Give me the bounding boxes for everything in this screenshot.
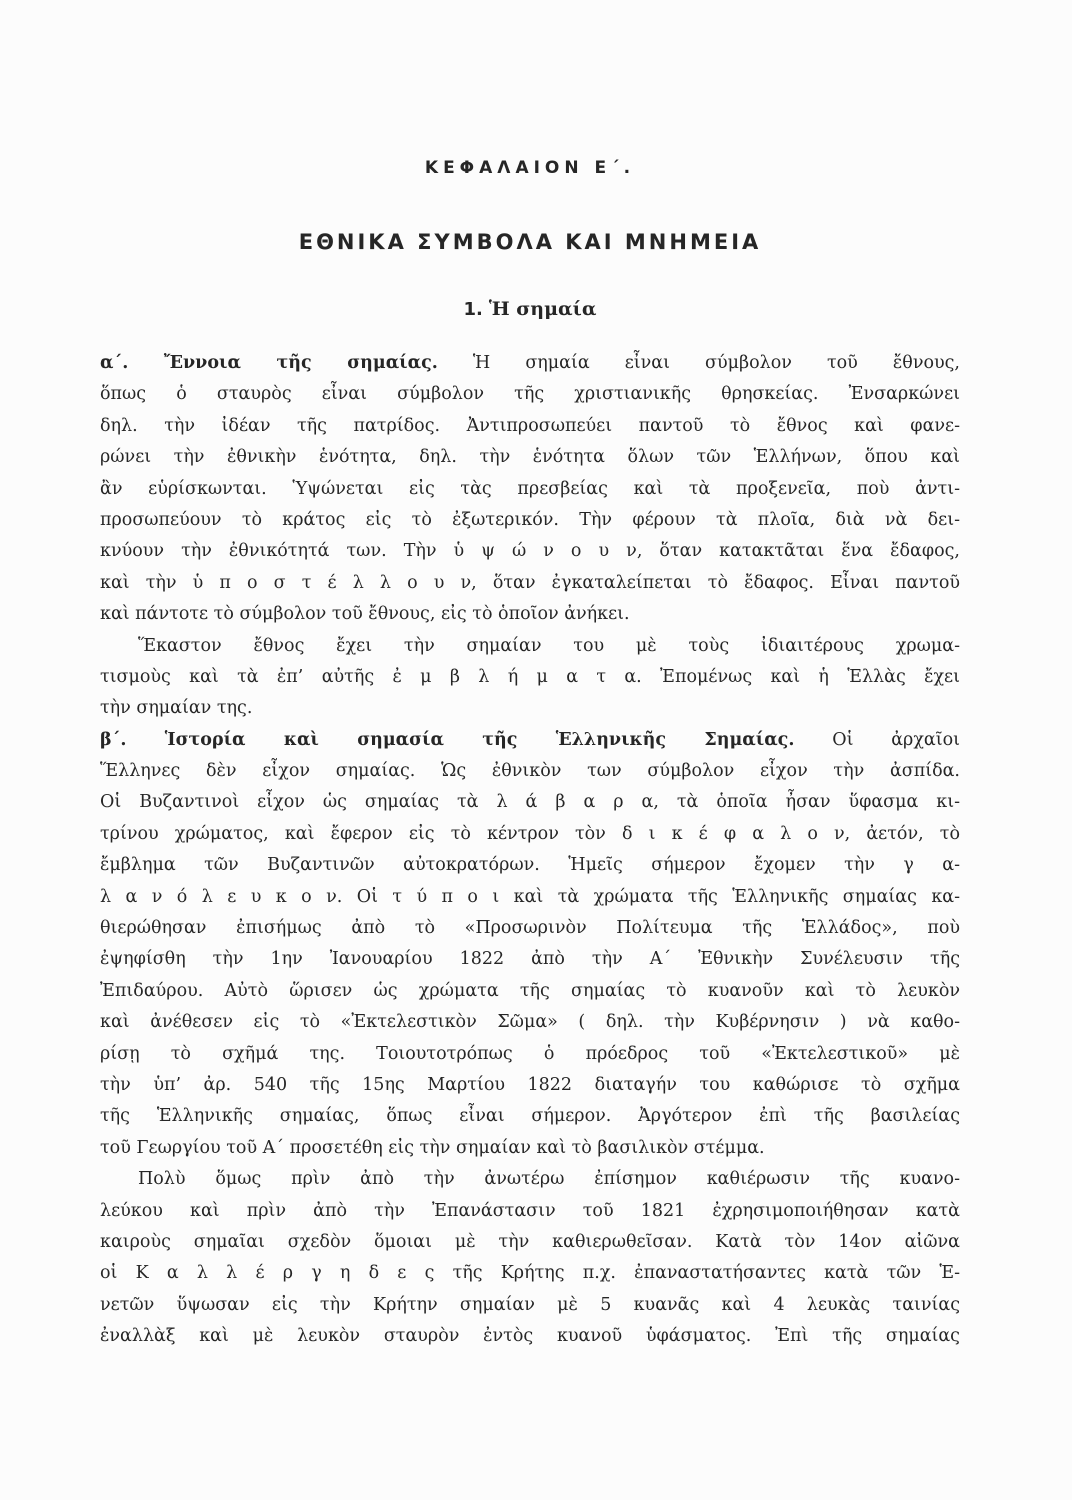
text-line: β΄. Ἱστορία καὶ σημασία τῆς Ἑλληνικῆς Σημαίας. Οἱ ἀρχαῖοι bbox=[100, 729, 960, 750]
subsection-heading bbox=[100, 298, 960, 320]
text-line: Πολὺ ὅμως πρὶν ἀπὸ τὴν ἀνωτέρω ἐπίσημον καθιέρωσιν τῆς κυανο- bbox=[138, 1169, 960, 1190]
book-page bbox=[100, 148, 960, 1438]
text-line: Οἱ Βυζαντινοὶ εἶχον ὡς σημαίας τὰ λ ά β α ρ α, τὰ ὁποῖα ἦσαν ὕφασμα κι- bbox=[100, 792, 960, 813]
text-line: ρώνει τὴν ἐθνικὴν ἑνότητα, δηλ. τὴν ἑνότητα ὅλων τῶν Ἑλλήνων, ὅπου καὶ bbox=[100, 447, 960, 468]
text-line: οἱ Κ α λ λ έ ρ γ η δ ε ς τῆς Κρήτης π.χ. ἐπαναστατήσαντες κατὰ τῶν Ἑ- bbox=[100, 1263, 960, 1284]
text-line: τοῦ Γεωργίου τοῦ Α΄ προσετέθη εἰς τὴν σημαίαν καὶ τὸ βασιλικὸν στέμμα. bbox=[100, 1137, 765, 1158]
text-line: ἔμβλημα τῶν Βυζαντινῶν αὐτοκρατόρων. Ἡμεῖς σήμερον ἔχομεν τὴν γ α- bbox=[100, 855, 960, 876]
text-line: τῆς Ἑλληνικῆς σημαίας, ὅπως εἶναι σήμερον. Ἀργότερον ἐπὶ τῆς βασιλείας bbox=[100, 1106, 960, 1127]
text-line: τὴν σημαίαν της. bbox=[100, 698, 253, 719]
text-line: κνύουν τὴν ἐθνικότητά των. Τὴν ὑ ψ ώ ν ο υ ν, ὅταν κατακτᾶται ἕνα ἔδαφος, bbox=[100, 541, 960, 562]
paragraph-heading-b: β΄. Ἱστορία καὶ σημασία τῆς Ἑλληνικῆς Σημαίας. bbox=[100, 729, 795, 750]
text-line: καὶ πάντοτε τὸ σύμβολον τοῦ ἔθνους, εἰς τὸ ὁποῖον ἀνήκει. bbox=[100, 604, 630, 625]
text-line: δηλ. τὴν ἰδέαν τῆς πατρίδος. Ἀντιπροσωπεύει παντοῦ τὸ ἔθνος καὶ φανε- bbox=[100, 415, 960, 436]
text-line: καιροὺς σημαῖαι σχεδὸν ὅμοιαι μὲ τὴν καθιερωθεῖσαν. Κατὰ τὸν 14ον αἰῶνα bbox=[100, 1231, 960, 1252]
text-line: καὶ τὴν ὑ π ο σ τ έ λ λ ο υ ν, ὅταν ἐγκαταλείπεται τὸ ἔδαφος. Εἶναι παντοῦ bbox=[100, 572, 960, 593]
body-text bbox=[100, 348, 960, 1353]
text-line: λ α ν ό λ ε υ κ ο ν. Οἱ τ ύ π ο ι καὶ τὰ χρώματα τῆς Ἑλληνικῆς σημαίας κα- bbox=[100, 886, 960, 907]
text-line: λεύκου καὶ πρὶν ἀπὸ τὴν Ἐπανάστασιν τοῦ 1821 ἐχρησιμοποιήθησαν κατὰ bbox=[100, 1200, 960, 1221]
text-line: ρίσῃ τὸ σχῆμά της. Τοιουτοτρόπως ὁ πρόεδρος τοῦ «Ἐκτελεστικοῦ» μὲ bbox=[100, 1043, 960, 1064]
paragraph-heading-a: α΄. Ἔννοια τῆς σημαίας. bbox=[100, 353, 438, 373]
subsection-number: 1. bbox=[463, 299, 483, 320]
text-line: θιερώθησαν ἐπισήμως ἀπὸ τὸ «Προσωρινὸν Πολίτευμα τῆς Ἑλλάδος», ποὺ bbox=[100, 918, 960, 939]
text-line: ἂν εὑρίσκωνται. Ὑψώνεται εἰς τὰς πρεσβείας καὶ τὰ προξενεῖα, ποὺ ἀντι- bbox=[100, 478, 960, 499]
text-line: ἐψηφίσθη τὴν 1ην Ἰανουαρίου 1822 ἀπὸ τὴν Α΄ Ἐθνικὴν Συνέλευσιν τῆς bbox=[100, 949, 960, 970]
subsection-title: Ἡ σημαία bbox=[488, 298, 597, 320]
text-line: Ἕκαστον ἔθνος ἔχει τὴν σημαίαν του μὲ τοὺς ἰδιαιτέρους χρωμα- bbox=[138, 635, 960, 656]
text-line: ἐναλλὰξ καὶ μὲ λευκὸν σταυρὸν ἐντὸς κυανοῦ ὑφάσματος. Ἐπὶ τῆς σημαίας bbox=[100, 1326, 960, 1347]
text-line: Ἐπιδαύρου. Αὐτὸ ὥρισεν ὡς χρώματα τῆς σημαίας τὸ κυανοῦν καὶ τὸ λευκὸν bbox=[100, 980, 960, 1001]
text-line: τισμοὺς καὶ τὰ ἐπ’ αὐτῆς ἐ μ β λ ή μ α τ α. Ἐπομένως καὶ ἡ Ἑλλὰς ἔχει bbox=[100, 666, 960, 687]
text-line: τὴν ὑπ’ ἀρ. 540 τῆς 15ης Μαρτίου 1822 διαταγήν του καθώρισε τὸ σχῆμα bbox=[100, 1074, 960, 1095]
text-line: νετῶν ὕψωσαν εἰς τὴν Κρήτην σημαίαν μὲ 5 κυανᾶς καὶ 4 λευκὰς ταινίας bbox=[100, 1294, 960, 1315]
text-line: α΄. Ἔννοια τῆς σημαίας. Ἡ σημαία εἶναι σύμβολον τοῦ ἔθνους, bbox=[100, 353, 960, 373]
chapter-title: ΚΕΦΑΛΑΙΟΝ Ε΄. bbox=[424, 158, 636, 178]
text-line: καὶ ἀνέθεσεν εἰς τὸ «Ἐκτελεστικὸν Σῶμα» ( δηλ. τὴν Κυβέρνησιν ) νὰ καθο- bbox=[100, 1012, 960, 1033]
text-line: προσωπεύουν τὸ κράτος εἰς τὸ ἐξωτερικόν. Τὴν φέρουν τὰ πλοῖα, διὰ νὰ δει- bbox=[100, 509, 960, 530]
text-line: ὅπως ὁ σταυρὸς εἶναι σύμβολον τῆς χριστιανικῆς θρησκείας. Ἐνσαρκώνει bbox=[100, 384, 960, 405]
text-line: Ἕλληνες δὲν εἶχον σημαίας. Ὡς ἐθνικὸν των σύμβολον εἶχον τὴν ἀσπίδα. bbox=[100, 761, 960, 782]
section-heading: ΕΘΝΙΚΑ ΣΥΜΒΟΛΑ ΚΑΙ ΜΝΗΜΕΙΑ bbox=[298, 230, 762, 254]
text-line: τρίνου χρώματος, καὶ ἔφερον εἰς τὸ κέντρον τὸν δ ι κ έ φ α λ ο ν, ἀετόν, τὸ bbox=[100, 823, 960, 844]
